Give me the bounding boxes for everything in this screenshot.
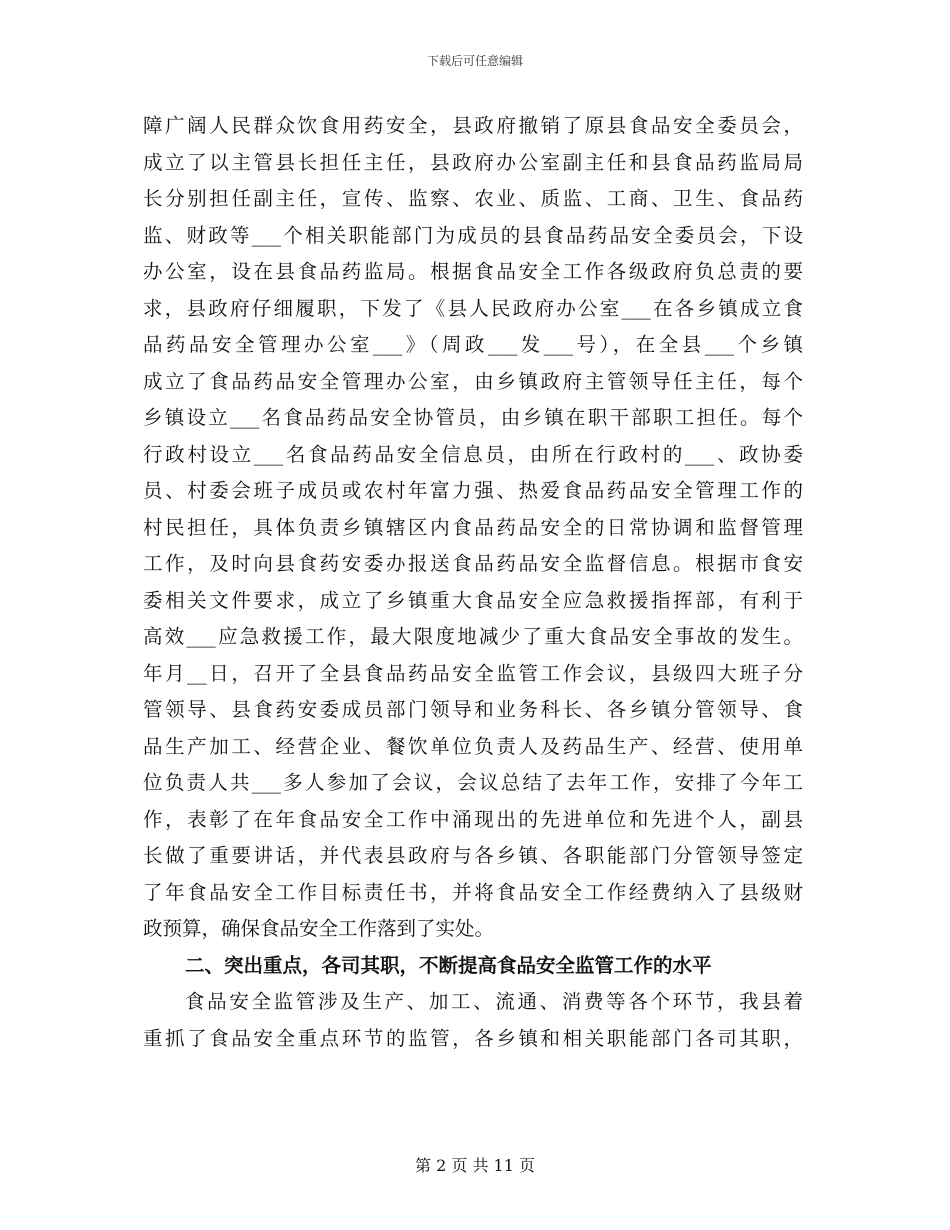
body-line: 委相关文件要求，成立了乡镇重大食品安全应急救援指挥部，有利于 [143, 588, 803, 612]
body-line: 高效___应急救援工作，最大限度地减少了重大食品安全事故的发生。 [143, 625, 803, 648]
body-line: 了年食品安全工作目标责任书，并将食品安全工作经费纳入了县级财 [143, 880, 803, 904]
body-line: 重抓了食品安全重点环节的监管，各乡镇和相关职能部门各司其职， [143, 1026, 803, 1050]
body-line: 成立了食品药品安全管理办公室，由乡镇政府主管领导任主任，每个 [143, 369, 803, 393]
body-line: 乡镇设立___名食品药品安全协管员，由乡镇在职干部职工担任。每个 [143, 406, 803, 429]
body-line: 成立了以主管县长担任主任，县政府办公室副主任和县食品药监局局 [143, 150, 803, 174]
body-line: 政预算，确保食品安全工作落到了实处。 [143, 917, 495, 940]
body-line: 品药品安全管理办公室___》（周政___发___号），在全县___个乡镇 [143, 333, 803, 356]
body-line: 监、财政等___个相关职能部门为成员的县食品药品安全委员会，下设 [143, 223, 803, 247]
body-line: 员、村委会班子成员或农村年富力强、热爱食品药品安全管理工作的 [143, 479, 803, 502]
body-line: 行政村设立___名食品药品安全信息员，由所在行政村的___、政协委 [143, 442, 803, 466]
body-line: 障广阔人民群众饮食用药安全，县政府撤销了原县食品安全委员会， [143, 114, 803, 137]
body-line: 年月__日，召开了全县食品药品安全监管工作会议，县级四大班子分 [143, 661, 803, 685]
body-line: 品生产加工、经营企业、餐饮单位负责人及药品生产、经营、使用单 [143, 734, 803, 758]
body-line: 食品安全监管涉及生产、加工、流通、消费等各个环节，我县着 [185, 990, 803, 1013]
document-body [143, 108, 803, 1057]
body-line: 工作，及时向县食药安委办报送食品药品安全监督信息。根据市食安 [143, 552, 803, 575]
body-line: 位负责人共___多人参加了会议，会议总结了去年工作，安排了今年工 [143, 771, 803, 794]
page-number: 第 2 页 共 11 页 [415, 1156, 535, 1175]
body-line: 办公室，设在县食品药监局。根据食品安全工作各级政府负总责的要 [143, 260, 803, 283]
body-line: 长分别担任副主任，宣传、监察、农业、质监、工商、卫生、食品药 [143, 187, 803, 210]
body-line: 作，表彰了在年食品安全工作中涌现出的先进单位和先进个人，副县 [143, 807, 803, 831]
section-heading: 二、突出重点，各司其职，不断提高食品安全监管工作的水平 [185, 953, 712, 977]
body-line: 求，县政府仔细履职，下发了《县人民政府办公室___在各乡镇成立食 [143, 296, 803, 320]
body-line: 长做了重要讲话，并代表县政府与各乡镇、各职能部门分管领导签定 [143, 844, 803, 867]
body-line: 村民担任，具体负责乡镇辖区内食品药品安全的日常协调和监督管理 [143, 515, 803, 539]
body-line: 管领导、县食药安委成员部门领导和业务科长、各乡镇分管领导、食 [143, 698, 803, 721]
page-header: 下载后可任意编辑 [426, 54, 523, 68]
